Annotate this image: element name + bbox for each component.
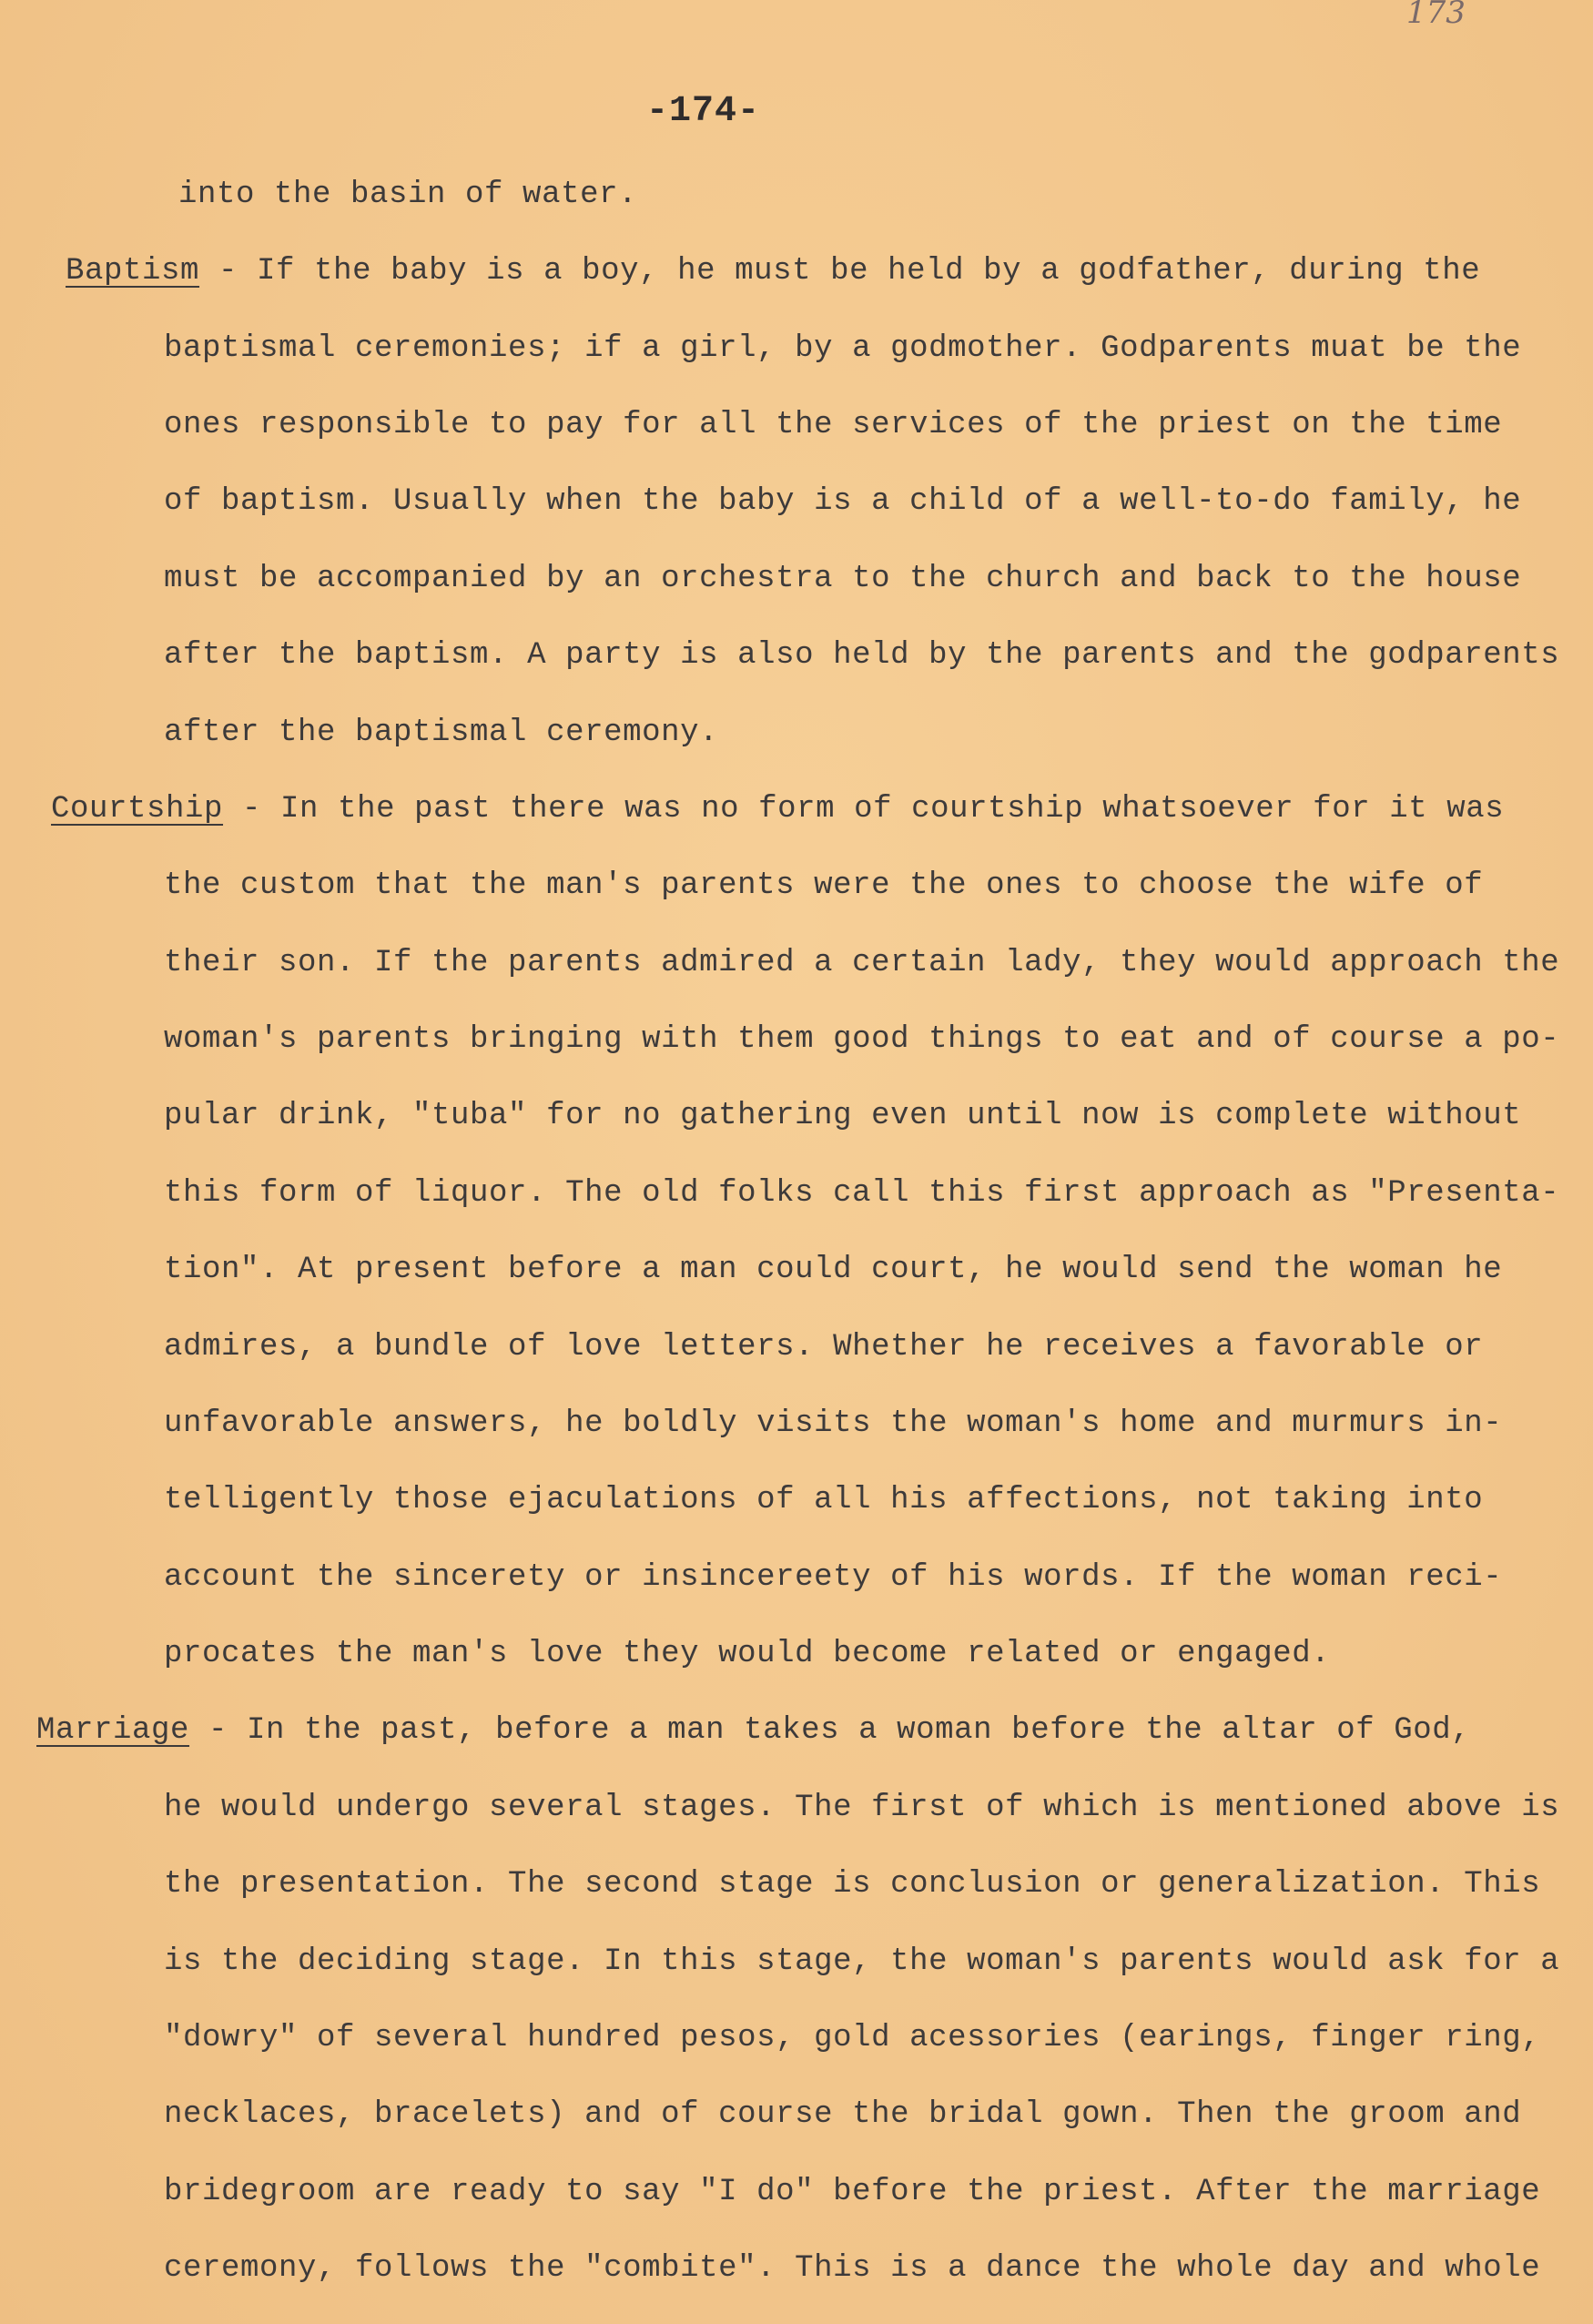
- handwritten-page-number: 173: [1406, 0, 1466, 31]
- text-line: bridegroom are ready to say "I do" before the priest. After the marriage: [164, 2175, 1541, 2209]
- text-line: necklaces, bracelets) and of course the bridal gown. Then the groom and: [164, 2097, 1522, 2132]
- text-line: account the sincerety or insincereety of his words. If the woman reci-: [164, 1560, 1503, 1595]
- text-line: ones responsible to pay for all the services of the priest on the time: [164, 408, 1503, 442]
- text-line: into the basin of water.: [178, 178, 638, 212]
- text-line: baptismal ceremonies; if a girl, by a godmother. Godparents muat be the: [164, 331, 1522, 366]
- text-line: ceremony, follows the "combite". This is a dance the whole day and whole: [164, 2251, 1541, 2286]
- text-line: their son. If the parents admired a certain lady, they would approach the: [164, 946, 1560, 980]
- page-number: -174-: [646, 91, 761, 132]
- text-line: unfavorable answers, he boldly visits the woman's home and murmurs in-: [164, 1406, 1503, 1441]
- text-line: admires, a bundle of love letters. Whether he receives a favorable or: [164, 1330, 1484, 1365]
- text-line: he would undergo several stages. The first of which is mentioned above is: [164, 1791, 1560, 1825]
- text-line: of baptism. Usually when the baby is a child of a well-to-do family, he: [164, 484, 1522, 519]
- paragraph-courtship: [51, 792, 1504, 827]
- text-line: telligently those ejaculations of all his affections, not taking into: [164, 1483, 1484, 1517]
- paragraph-marriage: [36, 1713, 1470, 1748]
- paragraph-baptism: [66, 254, 1480, 289]
- text-line: tion". At present before a man could court, he would send the woman he: [164, 1253, 1503, 1287]
- text-line: procates the man's love they would become related or engaged.: [164, 1637, 1331, 1671]
- heading-courtship: Courtship: [51, 792, 224, 827]
- text-line: must be accompanied by an orchestra to the church and back to the house: [164, 562, 1522, 596]
- text-line: the presentation. The second stage is conclusion or generalization. This: [164, 1867, 1541, 1902]
- text-line: - If the baby is a boy, he must be held by a godfather, during the: [218, 254, 1481, 289]
- text-line: pular drink, "tuba" for no gathering even until now is complete without: [164, 1099, 1522, 1133]
- text-line: after the baptismal ceremony.: [164, 715, 719, 750]
- text-line: "dowry" of several hundred pesos, gold acessories (earings, finger ring,: [164, 2021, 1541, 2055]
- text-line: after the baptism. A party is also held by the parents and the godparents: [164, 638, 1560, 673]
- heading-marriage: Marriage: [36, 1713, 190, 1748]
- text-line: - In the past there was no form of courtship whatsoever for it was: [242, 792, 1505, 827]
- text-line: is the deciding stage. In this stage, the woman's parents would ask for a: [164, 1944, 1560, 1979]
- text-line: - In the past, before a man takes a woman before the altar of God,: [208, 1713, 1471, 1748]
- text-line: woman's parents bringing with them good things to eat and of course a po-: [164, 1022, 1560, 1057]
- heading-baptism: Baptism: [66, 254, 200, 289]
- text-line: the custom that the man's parents were the ones to choose the wife of: [164, 868, 1484, 903]
- text-line: this form of liquor. The old folks call this first approach as "Presenta-: [164, 1176, 1560, 1211]
